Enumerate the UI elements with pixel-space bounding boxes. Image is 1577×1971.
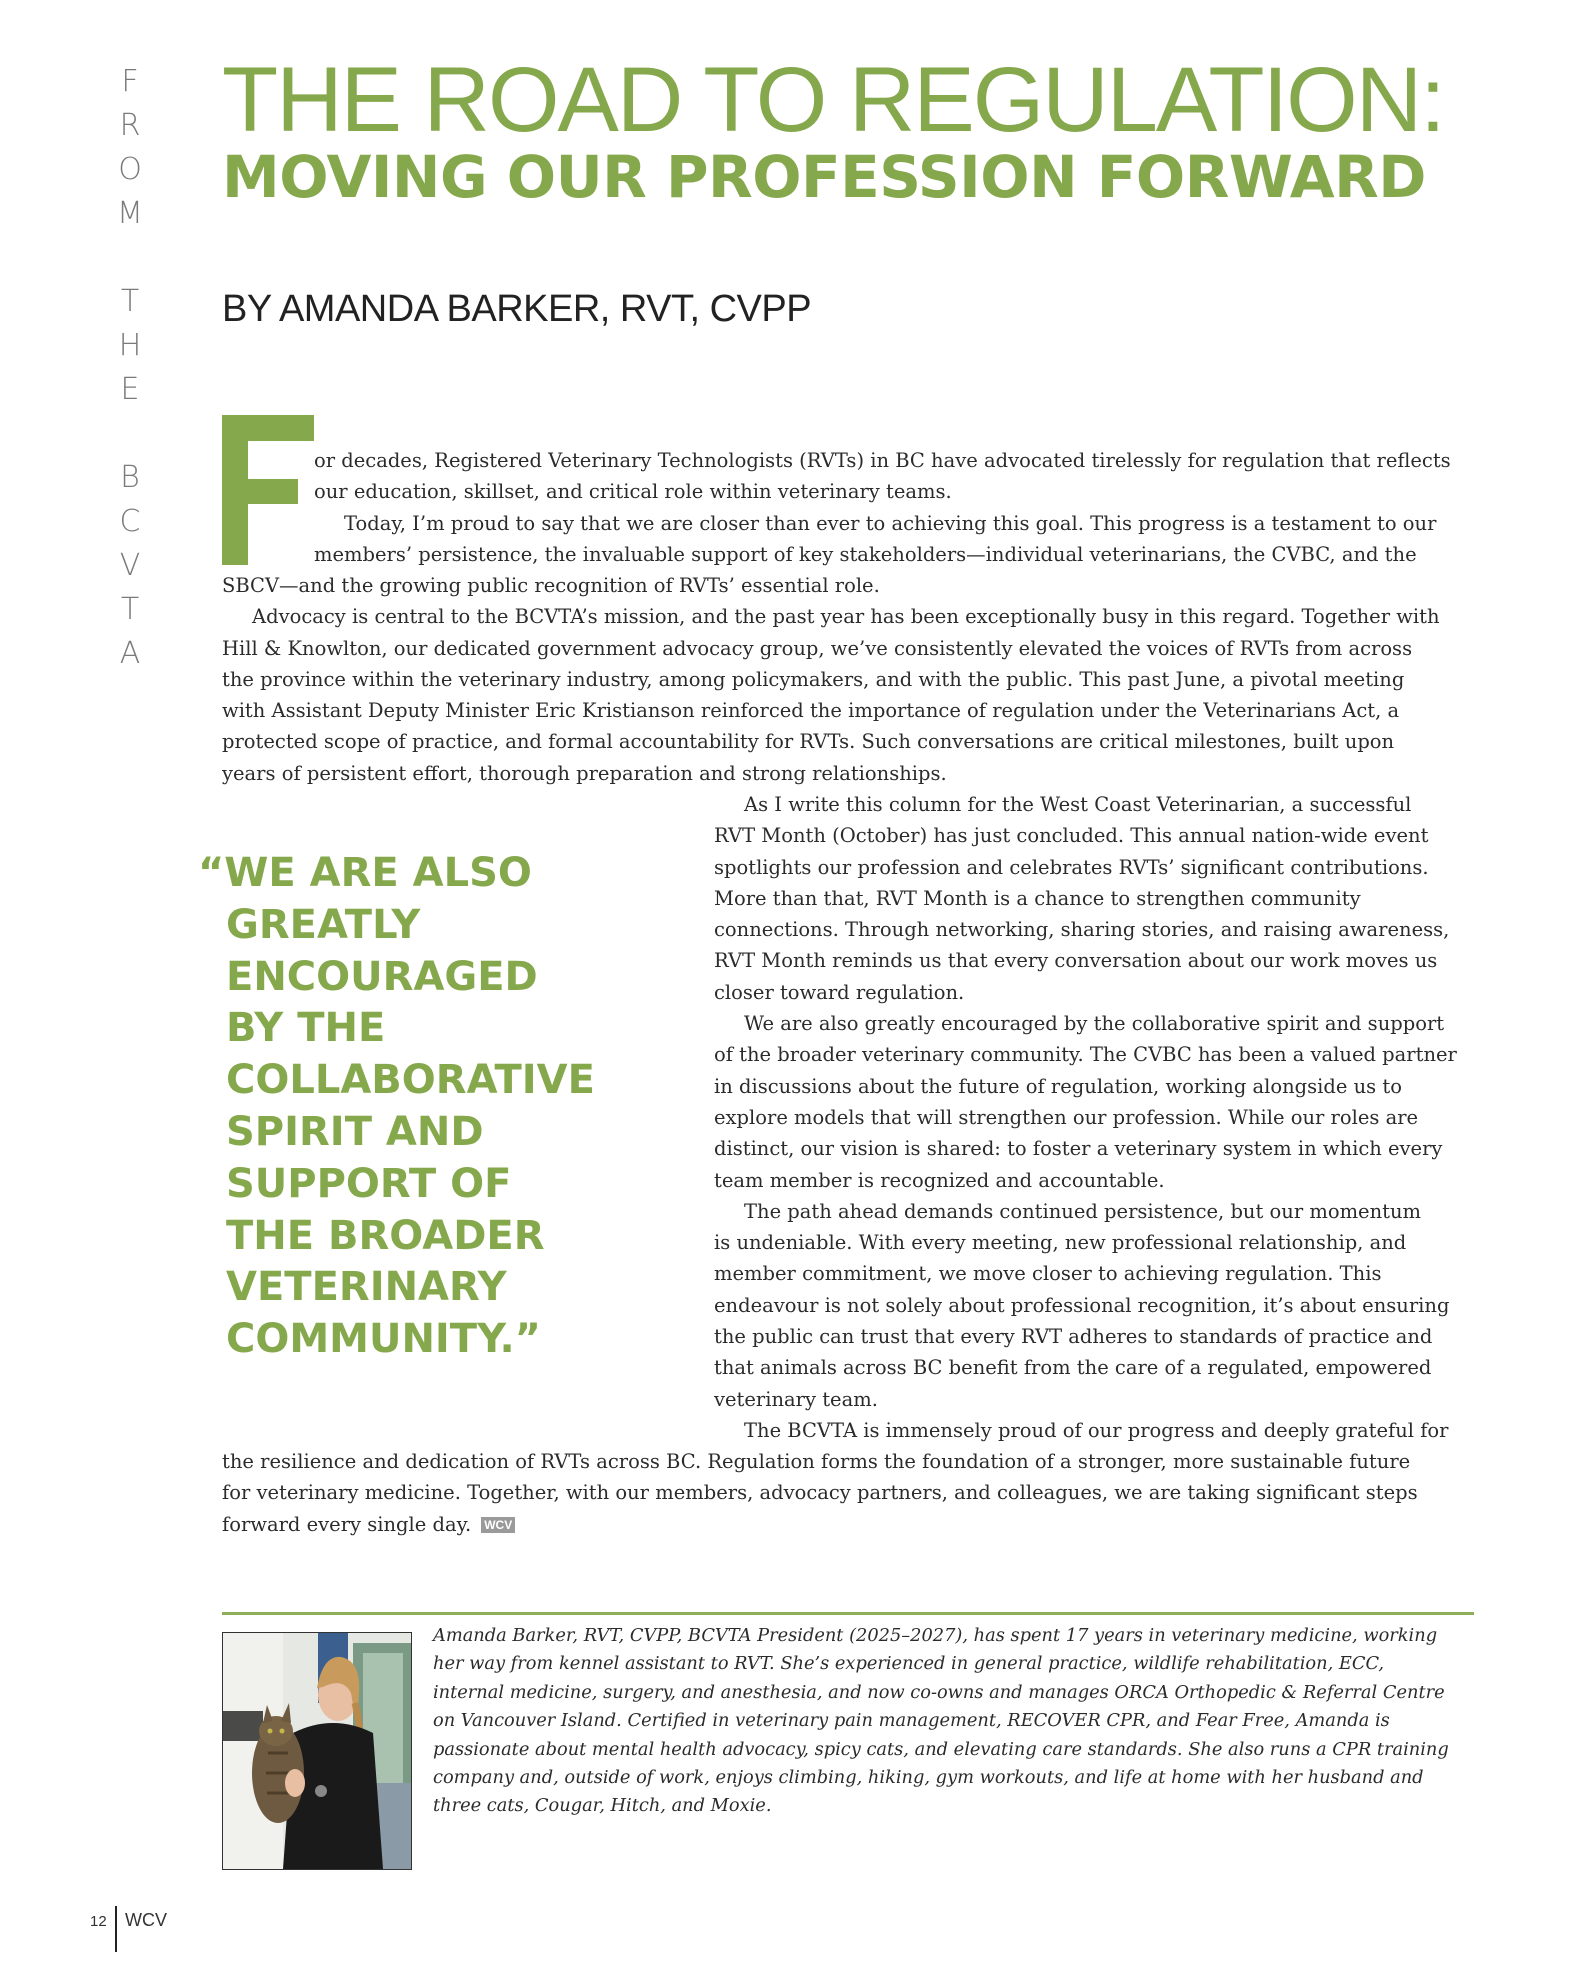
page-number: 12 [90, 1913, 107, 1930]
pull-quote-line: SPIRIT AND [226, 1108, 484, 1155]
article-body-top [222, 570, 1472, 789]
body-line: connections. Through networking, sharing stories, and raising awareness, [714, 918, 1450, 942]
body-line: for veterinary medicine. Together, with our members, advocacy partners, and colleagues, we are taking significant steps [222, 1481, 1418, 1505]
body-line: is undeniable. With every meeting, new professional relationship, and [714, 1231, 1407, 1255]
body-line: in discussions about the future of regulation, working alongside us to [714, 1074, 1402, 1098]
side-label-letter: T [120, 592, 140, 627]
side-label-letter: T [120, 284, 140, 319]
author-photo [222, 1632, 412, 1870]
body-line: RVT Month reminds us that every conversation about our work moves us [714, 949, 1438, 973]
body-line: years of persistent effort, thorough preparation and strong relationships. [222, 761, 947, 785]
pull-quote [198, 848, 595, 1366]
body-line: closer toward regulation. [714, 980, 965, 1004]
body-line: of the broader veterinary community. The CVBC has been a valued partner [714, 1043, 1457, 1067]
pull-quote-line: ENCOURAGED [226, 953, 538, 1000]
body-line: We are also greatly encouraged by the collaborative spirit and support [744, 1012, 1445, 1036]
pull-quote-line: BY THE [226, 1005, 386, 1052]
bio-line: internal medicine, surgery, and anesthesia, and now co-owns and manages ORCA Orthopedic & Referral Centre [433, 1681, 1445, 1703]
bio-line: passionate about mental health advocacy, spicy cats, and elevating care standards. She also runs a CPR training [433, 1738, 1449, 1760]
pull-quote-line: VETERINARY [226, 1264, 507, 1311]
body-line: The BCVTA is immensely proud of our progress and deeply grateful for [744, 1418, 1449, 1442]
body-line: Hill & Knowlton, our dedicated government advocacy group, we’ve consistently elevated the voices of RVTs from across [222, 636, 1413, 660]
author-bio [433, 1622, 1483, 1821]
pull-quote-line: COMMUNITY.” [226, 1316, 541, 1363]
pull-quote-line: COLLABORATIVE [226, 1057, 595, 1104]
body-line: member commitment, we move closer to achieving regulation. This [714, 1262, 1382, 1286]
side-label-letter: H [118, 328, 142, 363]
article-title: THE ROAD TO REGULATION: [222, 49, 1444, 151]
article-subtitle: MOVING OUR PROFESSION FORWARD [222, 143, 1426, 211]
body-line: veterinary team. [714, 1387, 878, 1411]
body-line [222, 1509, 1472, 1540]
body-line: our education, skillset, and critical role within veterinary teams. [314, 480, 952, 504]
body-line: that animals across BC benefit from the care of a regulated, empowered [714, 1356, 1432, 1380]
pull-quote-line: “WE ARE ALSO [198, 850, 532, 896]
drop-cap-letter-f [222, 415, 314, 565]
side-label-letter: E [120, 372, 140, 407]
side-label-letter: B [120, 460, 140, 495]
body-line: protected scope of practice, and formal accountability for RVTs. Such conversations are critical milestones, built upon [222, 730, 1395, 754]
article-intro [314, 445, 1474, 570]
body-line: As I write this column for the West Coast Veterinarian, a successful [744, 793, 1412, 816]
body-line: spotlights our profession and celebrates RVTs’ significant contributions. [714, 855, 1429, 879]
body-line: SBCV—and the growing public recognition of RVTs’ essential role. [222, 574, 880, 597]
body-line: explore models that will strengthen our profession. While our roles are [714, 1105, 1419, 1129]
bio-line: Amanda Barker, RVT, CVPP, BCVTA President (2025–2027), has spent 17 years in veterinary medicine, working [433, 1625, 1438, 1646]
pull-quote-line: SUPPORT OF [226, 1160, 512, 1207]
section-side-label [115, 60, 145, 676]
side-label-letter: C [119, 504, 141, 539]
drop-cap [222, 415, 314, 565]
publication-name: WCV [125, 1910, 167, 1930]
byline: BY AMANDA BARKER, RVT, CVPP [222, 288, 812, 330]
article-body-bottom [222, 1446, 1472, 1540]
bio-line: on Vancouver Island. Certified in veterinary pain management, RECOVER CPR, and Fear Free, Amanda is [433, 1710, 1390, 1732]
bio-line: company and, outside of work, enjoys climbing, hiking, gym workouts, and life at home with her husband and [433, 1766, 1424, 1788]
body-line: The path ahead demands continued persistence, but our momentum [744, 1199, 1422, 1223]
body-line: the resilience and dedication of RVTs across BC. Regulation forms the foundation of a stronger, more sustainable future [222, 1450, 1411, 1473]
body-line: with Assistant Deputy Minister Eric Kristianson reinforced the importance of regulation under the Veterinarians Act, a [222, 699, 1400, 723]
article-body-right-column [714, 789, 1474, 1446]
side-label-letter: R [119, 108, 141, 143]
end-mark-logo: WCV [481, 1517, 515, 1533]
body-line: the public can trust that every RVT adheres to standards of practice and [714, 1325, 1433, 1349]
pull-quote-line: GREATLY [226, 901, 421, 948]
side-label-letter: O [118, 152, 142, 187]
body-line-text: forward every single day. [222, 1512, 472, 1536]
side-label-letter: M [117, 196, 143, 231]
body-line: or decades, Registered Veterinary Technologists (RVTs) in BC have advocated tirelessly for regulation that reflects [314, 449, 1451, 472]
side-label-letter: F [121, 64, 139, 99]
pull-quote-line: THE BROADER [226, 1212, 545, 1259]
author-photo-illustration [223, 1633, 411, 1869]
side-label-letter: V [119, 548, 141, 583]
body-line: the province within the veterinary industry, among policymakers, and with the public. This past June, a pivotal meeting [222, 667, 1405, 691]
body-line: team member is recognized and accountable. [714, 1168, 1165, 1192]
body-line: distinct, our vision is shared: to foster a veterinary system in which every [714, 1137, 1443, 1161]
body-line: More than that, RVT Month is a chance to strengthen community [714, 886, 1361, 910]
body-line: Today, I’m proud to say that we are closer than ever to achieving this goal. This progress is a testament to our [344, 511, 1437, 535]
body-line: members’ persistence, the invaluable support of key stakeholders—individual veterinarians, the CVBC, and the [314, 542, 1417, 566]
bio-line: three cats, Cougar, Hitch, and Moxie. [433, 1795, 772, 1817]
bio-line: her way from kennel assistant to RVT. She’s experienced in general practice, wildlife rehabilitation, ECC, [433, 1653, 1385, 1675]
body-line: RVT Month (October) has just concluded. This annual nation-wide event [714, 824, 1429, 848]
side-label-letter: A [119, 636, 141, 671]
body-line: endeavour is not solely about professional recognition, it’s about ensuring [714, 1293, 1450, 1317]
divider-rule [222, 1612, 1474, 1615]
body-line: Advocacy is central to the BCVTA’s mission, and the past year has been exceptionally busy in this regard. Together with [252, 605, 1440, 629]
footer-divider [115, 1906, 117, 1952]
